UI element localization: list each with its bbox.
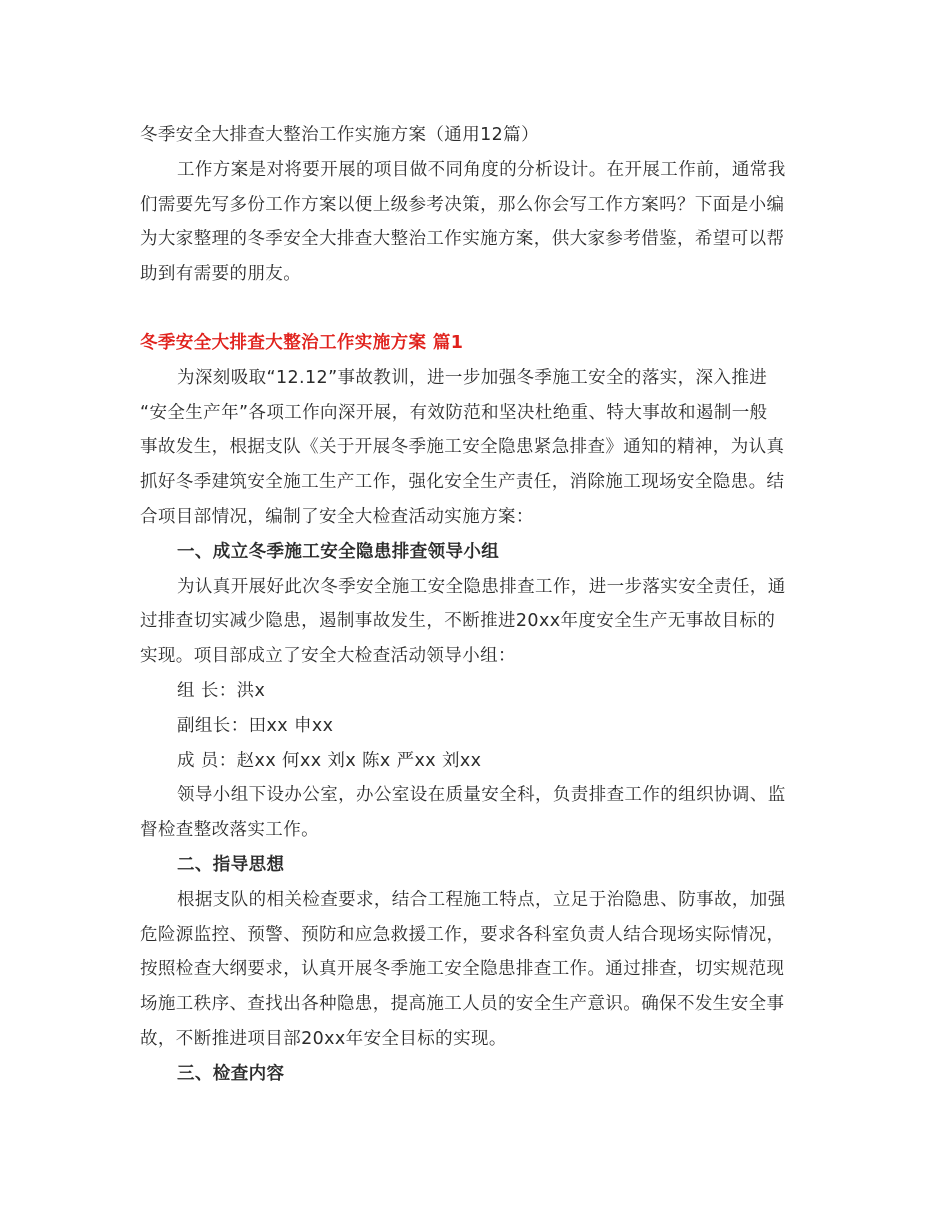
document-title: 冬季安全大排查大整治工作实施方案（通用12篇） [140, 125, 539, 145]
paragraph-1 [140, 361, 812, 535]
intro-line: 们需要先写多份工作方案以便上级参考决策，那么你会写工作方案吗？下面是小编 [140, 194, 785, 215]
intro-line: 助到有需要的朋友。 [140, 264, 302, 285]
paragraph-line: 实现。项目部成立了安全大检查活动领导小组： [140, 646, 516, 667]
paragraph-line: 事故发生，根据支队《关于开展冬季施工安全隐患紧急排查》通知的精神，为认真 [140, 437, 785, 458]
paragraph-line: “安全生产年”各项工作向深开展，有效防范和坚决杜绝重、特大事故和遏制一般 [140, 402, 768, 423]
paragraph-line: 领导小组下设办公室，办公室设在质量安全科，负责排查工作的组织协调、监 [177, 785, 786, 806]
subheading-guiding-ideology: 二、指导思想 [177, 854, 285, 875]
paragraph-line: 危险源监控、预警、预防和应急救援工作，要求各科室负责人结合现场实际情况， [140, 924, 785, 945]
intro-line: 工作方案是对将要开展的项目做不同角度的分析设计。在开展工作前，通常我 [177, 159, 786, 180]
member-staff: 成 员：赵xx 何xx 刘x 陈x 严xx 刘xx [177, 750, 482, 771]
document-page [140, 118, 812, 1092]
paragraph-line: 过排查切实减少隐患，遏制事故发生，不断推进20xx年度安全生产无事故目标的 [140, 611, 776, 632]
subheading-leadership-group: 一、成立冬季施工安全隐患排查领导小组 [177, 541, 500, 562]
section-heading: 冬季安全大排查大整治工作实施方案 篇1 [140, 332, 464, 353]
paragraph-line: 根据支队的相关检查要求，结合工程施工特点，立足于治隐患、防事故，加强 [177, 889, 786, 910]
intro-paragraph [140, 153, 812, 292]
subheading-inspection-content: 三、检查内容 [177, 1063, 285, 1084]
paragraph-3 [140, 778, 812, 848]
section-spacer [140, 292, 812, 326]
paragraph-line: 故，不断推进项目部20xx年安全目标的实现。 [140, 1028, 507, 1049]
paragraph-line: 按照检查大纲要求，认真开展冬季施工安全隐患排查工作。通过排查，切实规范现 [140, 959, 785, 980]
paragraph-line: 场施工秩序、查找出各种隐患，提高施工人员的安全生产意识。确保不发生安全事 [140, 994, 785, 1015]
member-deputy: 副组长：田xx 申xx [177, 715, 334, 736]
paragraph-line: 抓好冬季建筑安全施工生产工作，强化安全生产责任，消除施工现场安全隐患。结 [140, 472, 785, 493]
paragraph-line: 为深刻吸取“12.12”事故教训，进一步加强冬季施工安全的落实，深入推进 [177, 367, 768, 388]
intro-line: 为大家整理的冬季安全大排查大整治工作实施方案，供大家参考借鉴，希望可以帮 [140, 229, 785, 250]
member-list [140, 674, 812, 778]
paragraph-line: 为认真开展好此次冬季安全施工安全隐患排查工作，进一步落实安全责任，通 [177, 576, 786, 597]
paragraph-line: 督检查整改落实工作。 [140, 820, 319, 841]
paragraph-2 [140, 570, 812, 674]
member-leader: 组 长：洪x [177, 680, 266, 701]
paragraph-4 [140, 883, 812, 1057]
paragraph-line: 合项目部情况，编制了安全大检查活动实施方案： [140, 506, 534, 527]
